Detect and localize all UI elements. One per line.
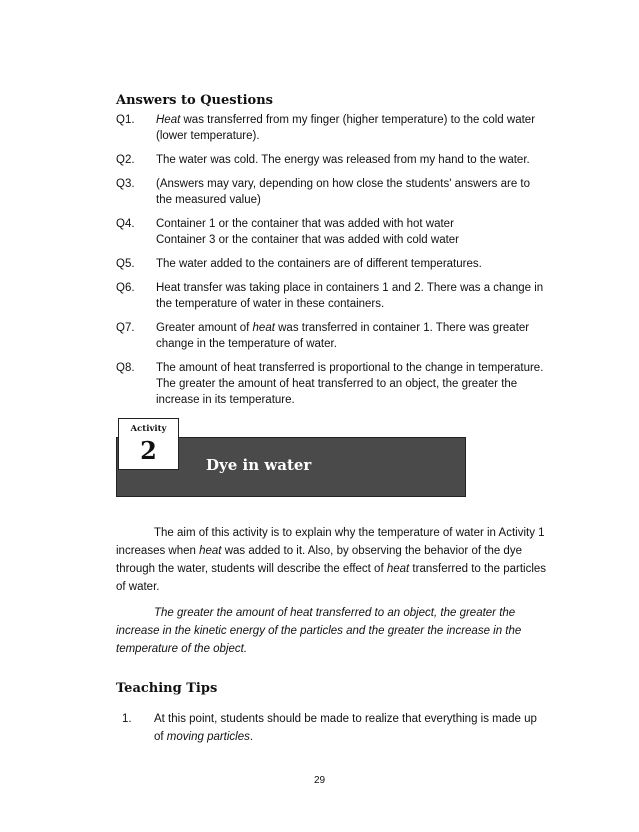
answer-line: The greater the amount of heat transferred to an object, the greater the — [156, 378, 518, 390]
answer-number: Q7. — [116, 322, 135, 334]
answer-line: the measured value) — [156, 194, 261, 206]
answer-number: Q5. — [116, 258, 135, 270]
activity-title: Dye in water — [206, 456, 312, 474]
answer-number: Q1. — [116, 114, 135, 126]
answer-line: Greater amount of heat was transferred in container 1. There was greater — [156, 322, 530, 334]
page-number: 29 — [313, 775, 326, 786]
answer-line: change in the temperature of water. — [156, 338, 337, 350]
answers-list — [116, 112, 561, 408]
answer-line: Heat was transferred from my finger (higher temperature) to the cold water — [156, 114, 536, 126]
tip-item — [122, 710, 562, 746]
answer-line: The water was cold. The energy was released from my hand to the water. — [156, 154, 530, 166]
answer-q5 — [116, 256, 561, 272]
activity-label: Activity — [130, 424, 167, 434]
teaching-tips-title: Teaching Tips — [116, 681, 218, 696]
teaching-tips-list — [122, 710, 562, 746]
aim-line: increases when heat was added to it. Also, by observing the behavior of the dye — [116, 545, 522, 557]
activity-number: 2 — [140, 436, 157, 465]
answer-q2 — [116, 152, 561, 168]
answer-line: The water added to the containers are of different temperatures. — [156, 258, 482, 270]
answer-number: Q8. — [116, 362, 135, 374]
answer-q1 — [116, 112, 561, 144]
activity-badge — [118, 418, 179, 470]
answer-line: The amount of heat transferred is proportional to the change in temperature. — [156, 362, 544, 374]
answer-line: (Answers may vary, depending on how close the students' answers are to — [156, 178, 531, 190]
tip-line: At this point, students should be made to realize that everything is made up — [154, 713, 537, 725]
aim-line: of water. — [116, 581, 160, 593]
answer-q8 — [116, 360, 561, 408]
answer-number: Q4. — [116, 218, 135, 230]
aim-paragraph — [116, 524, 561, 596]
tip-number: 1. — [122, 713, 132, 725]
answer-q4 — [116, 216, 561, 248]
answer-line: Container 3 or the container that was added with cold water — [156, 234, 460, 246]
answer-line: increase in its temperature. — [156, 394, 295, 406]
tip-line: of moving particles. — [154, 731, 254, 743]
key-statement — [116, 604, 561, 658]
answer-number: Q3. — [116, 178, 135, 190]
key-statement-line: increase in the kinetic energy of the particles and the greater the increase in the — [116, 625, 522, 637]
answer-line: Container 1 or the container that was added with hot water — [156, 218, 454, 230]
answer-line: (lower temperature). — [156, 130, 260, 142]
answer-number: Q2. — [116, 154, 135, 166]
answer-line: Heat transfer was taking place in containers 1 and 2. There was a change in — [156, 282, 544, 294]
aim-line: The aim of this activity is to explain why the temperature of water in Activity 1 — [154, 527, 545, 539]
key-statement-line: temperature of the object. — [116, 643, 248, 655]
answer-q6 — [116, 280, 561, 312]
answer-number: Q6. — [116, 282, 135, 294]
aim-line: through the water, students will describe the effect of heat transferred to the particles — [116, 563, 547, 575]
answer-line: the temperature of water in these containers. — [156, 298, 385, 310]
answer-q7 — [116, 320, 561, 352]
answers-section-title: Answers to Questions — [116, 93, 273, 108]
key-statement-line: The greater the amount of heat transferred to an object, the greater the — [154, 607, 516, 619]
answer-q3 — [116, 176, 561, 208]
